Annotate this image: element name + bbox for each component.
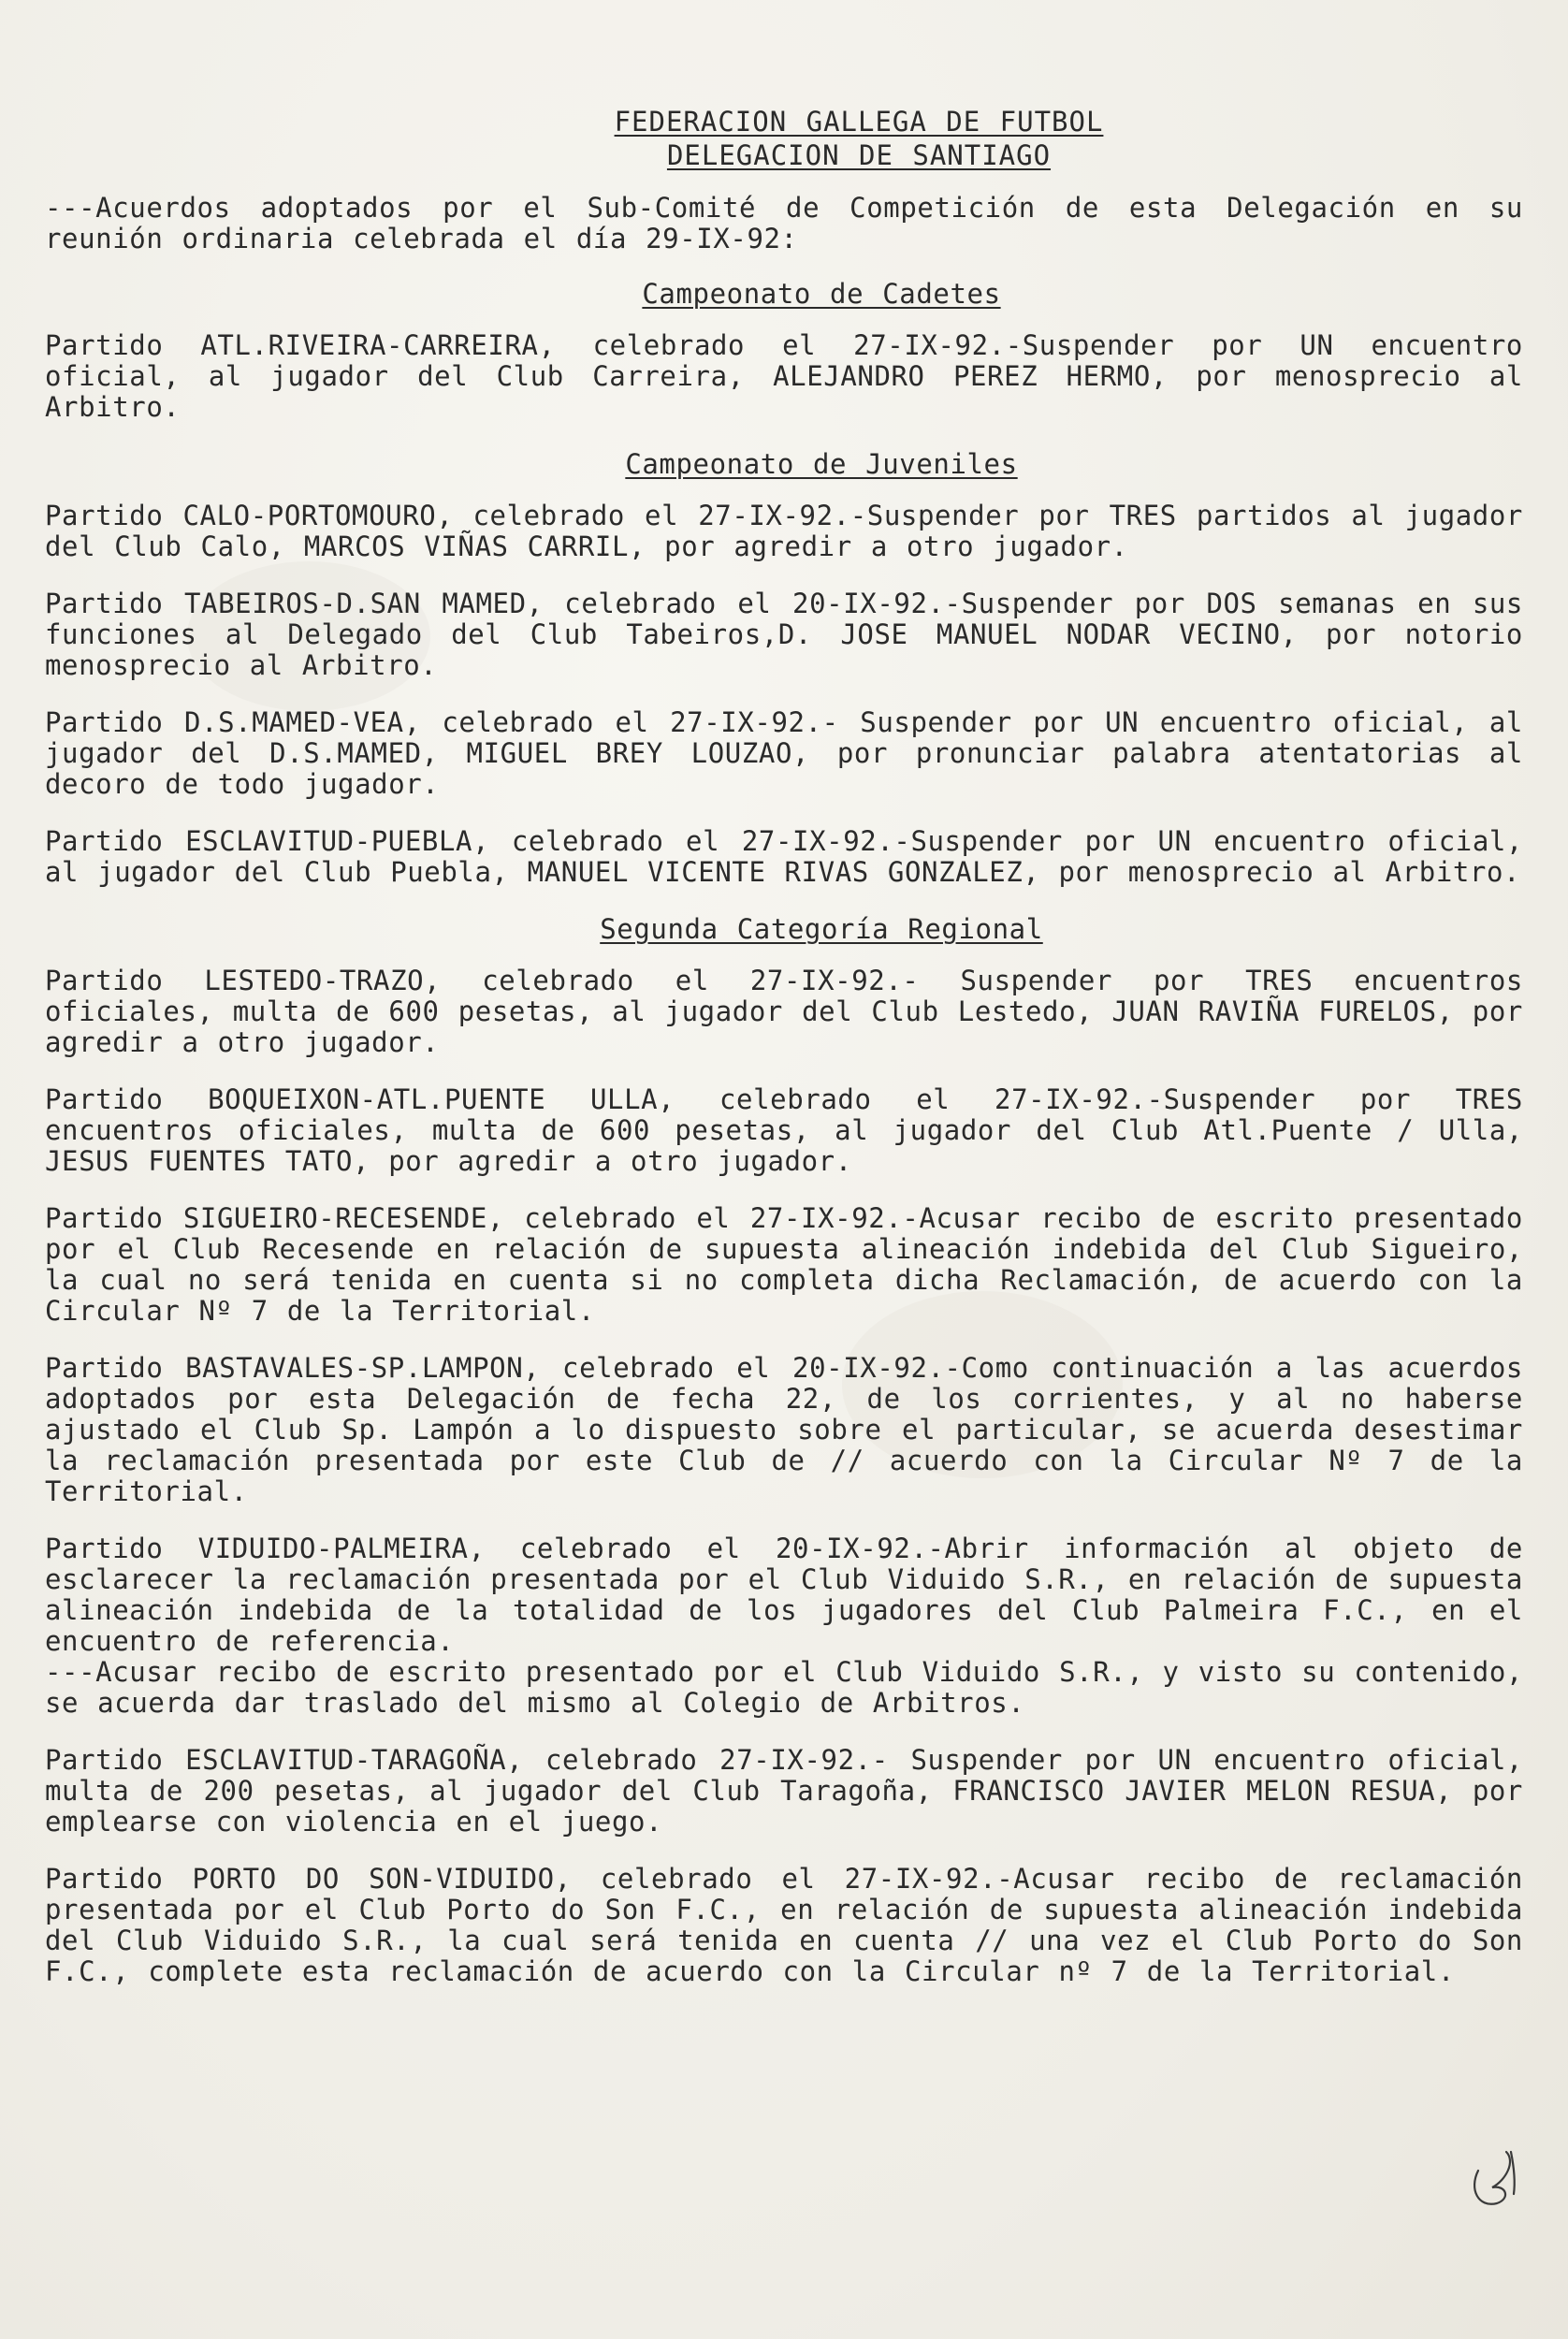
entry-tabeiros-san-mamed: Partido TABEIROS-D.SAN MAMED, celebrado el 20-IX-92.-Suspender por DOS semanas en sus funciones al Delegado del Club Tabeiros,D. JOSE MANUEL NODAR VECINO, por notorio menosprecio al Arbitro. — [45, 588, 1523, 681]
entry-boqueixon-puente-ulla: Partido BOQUEIXON-ATL.PUENTE ULLA, celebrado el 27-IX-92.-Suspender por TRES encuentros oficiales, multa de 600 pesetas, al jugador del Club Atl.Puente / Ulla, JESUS FUENTES TATO, por agredir a otro jugador. — [45, 1083, 1523, 1177]
header-federation: FEDERACION GALLEGA DE FUTBOL — [614, 106, 1104, 138]
entry-lestedo-trazo: Partido LESTEDO-TRAZO, celebrado el 27-IX-92.- Suspender por TRES encuentros oficiales, multa de 600 pesetas, al jugador del Club Lestedo, JUAN RAVIÑA FURELOS, por agredir a otro jugador. — [45, 965, 1523, 1058]
entry-riveira-carreira: Partido ATL.RIVEIRA-CARREIRA, celebrado el 27-IX-92.-Suspender por UN encuentro oficial, al jugador del Club Carreira, ALEJANDRO PEREZ HERMO, por menosprecio al Arbitro. — [45, 329, 1523, 423]
section-title-text: Segunda Categoría Regional — [600, 913, 1043, 945]
handwritten-signature-icon — [1459, 2133, 1534, 2217]
entry-viduido-palmeira-text: Partido VIDUIDO-PALMEIRA, celebrado el 20-IX-92.-Abrir información al objeto de esclarecer la reclamación presentada por el Club Viduido S.R., en relación de supuesta alineación indebida de la totalidad de los jugadores del Club Palmeira F.C., en el encuentro de referencia. — [45, 1533, 1523, 1657]
entry-san-mamed-vea: Partido D.S.MAMED-VEA, celebrado el 27-IX-92.- Suspender por UN encuentro oficial, al jugador del D.S.MAMED, MIGUEL BREY LOUZAO, por pronunciar palabra atentatorias al decoro de todo jugador. — [45, 706, 1523, 800]
section-title-segunda-regional — [45, 914, 1523, 945]
section-title-text: Campeonato de Juveniles — [625, 448, 1018, 480]
document-header — [45, 105, 1523, 172]
entry-viduido-palmeira-note: ---Acusar recibo de escrito presentado por el Club Viduido S.R., y visto su contenido, se acuerda dar traslado del mismo al Colegio de Arbitros. — [45, 1656, 1523, 1719]
intro-paragraph: ---Acuerdos adoptados por el Sub-Comité de Competición de esta Delegación en su reunión ordinaria celebrada el día 29-IX-92: — [45, 192, 1523, 254]
section-title-text: Campeonato de Cadetes — [642, 278, 1001, 310]
entry-esclavitud-puebla: Partido ESCLAVITUD-PUEBLA, celebrado el 27-IX-92.-Suspender por UN encuentro oficial, al jugador del Club Puebla, MANUEL VICENTE RIVAS GONZALEZ, por menosprecio al Arbitro. — [45, 825, 1523, 888]
header-delegation: DELEGACION DE SANTIAGO — [666, 139, 1052, 171]
document-body — [45, 105, 1523, 2013]
section-title-juveniles — [45, 449, 1523, 480]
entry-calo-portomouro: Partido CALO-PORTOMOURO, celebrado el 27-IX-92.-Suspender por TRES partidos al jugador del Club Calo, MARCOS VIÑAS CARRIL, por agredir a otro jugador. — [45, 500, 1523, 562]
section-title-cadetes — [45, 279, 1523, 310]
entry-sigueiro-recesende: Partido SIGUEIRO-RECESENDE, celebrado el 27-IX-92.-Acusar recibo de escrito presentado por el Club Recesende en relación de supuesta alineación indebida del Club Sigueiro, la cual no será tenida en cuenta si no completa dicha Reclamación, de acuerdo con la Circular Nº 7 de la Territorial. — [45, 1202, 1523, 1327]
entry-porto-do-son-viduido: Partido PORTO DO SON-VIDUIDO, celebrado el 27-IX-92.-Acusar recibo de reclamación presentada por el Club Porto do Son F.C., en relación de supuesta alineación indebida del Club Viduido S.R., la cual será tenida en cuenta // una vez el Club Porto do Son F.C., complete esta reclamación de acuerdo con la Circular nº 7 de la Territorial. — [45, 1863, 1523, 1987]
entry-esclavitud-taragona: Partido ESCLAVITUD-TARAGOÑA, celebrado 27-IX-92.- Suspender por UN encuentro oficial, multa de 200 pesetas, al jugador del Club Taragoña, FRANCISCO JAVIER MELON RESUA, por emplearse con violencia en el juego. — [45, 1744, 1523, 1838]
entry-bastavales-lampon: Partido BASTAVALES-SP.LAMPON, celebrado el 20-IX-92.-Como continuación a las acuerdos adoptados por esta Delegación de fecha 22, de los corrientes, y al no haberse ajustado el Club Sp. Lampón a lo dispuesto sobre el particular, se acuerda desestimar la reclamación presentada por este Club de // acuerdo con la Circular Nº 7 de la Territorial. — [45, 1352, 1523, 1507]
entry-viduido-palmeira — [45, 1533, 1523, 1719]
